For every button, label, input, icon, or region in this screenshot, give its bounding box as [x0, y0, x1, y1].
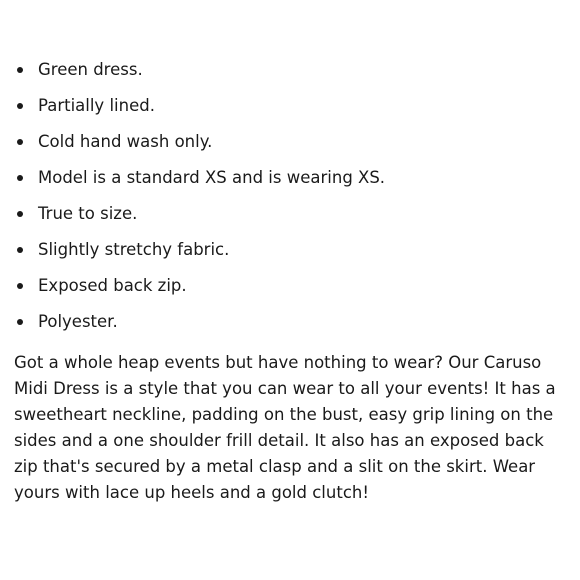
list-item [14, 168, 570, 204]
list-item [14, 312, 570, 348]
bullet-icon [17, 175, 23, 181]
list-item [14, 96, 570, 132]
bullet-icon [17, 283, 23, 289]
list-item [14, 240, 570, 276]
bullet-icon [17, 67, 23, 73]
feature-text: Partially lined. [38, 96, 155, 115]
bullet-icon [17, 139, 23, 145]
list-item [14, 60, 570, 96]
product-description: Got a whole heap events but have nothing to wear? Our Caruso Midi Dress is a style that you can wear to all your events! It has a sweetheart neckline, padding on the bust, easy grip lining on the sides and a one shoulder frill detail. It also has an exposed back zip that's secured by a metal clasp and a slit on the skirt. Wear yours with lace up heels and a gold clutch! [14, 353, 556, 502]
feature-text: Polyester. [38, 312, 118, 331]
bullet-icon [17, 247, 23, 253]
feature-text: Model is a standard XS and is wearing XS. [38, 168, 386, 187]
feature-text: Green dress. [38, 60, 143, 79]
bullet-icon [17, 103, 23, 109]
feature-list [14, 60, 570, 348]
bullet-icon [17, 319, 23, 325]
feature-text: Cold hand wash only. [38, 132, 213, 151]
list-item [14, 204, 570, 240]
feature-text: Slightly stretchy fabric. [38, 240, 230, 259]
bullet-icon [17, 211, 23, 217]
list-item [14, 132, 570, 168]
list-item [14, 276, 570, 312]
feature-text: True to size. [38, 204, 138, 223]
product-details [14, 60, 570, 506]
feature-text: Exposed back zip. [38, 276, 187, 295]
